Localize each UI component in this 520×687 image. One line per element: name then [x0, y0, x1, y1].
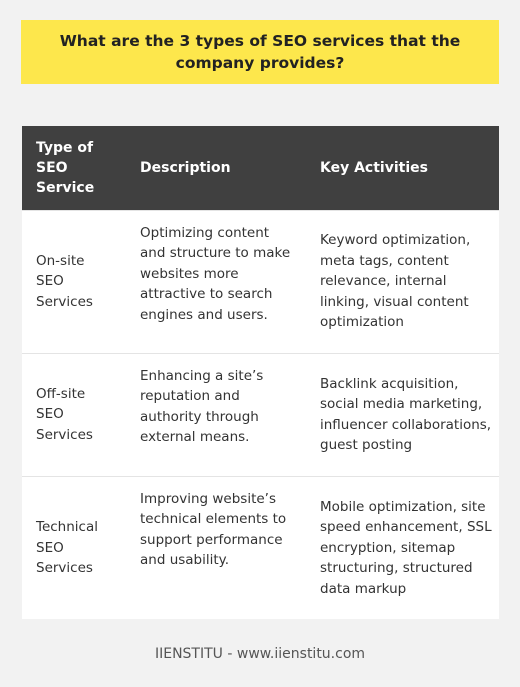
cell-description: Enhancing a site’s reputation and authority through external means. [126, 353, 306, 476]
footer-credit: IIENSTITU - www.iienstitu.com [154, 646, 366, 662]
cell-type: Technical SEO Services [22, 476, 126, 619]
cell-description: Optimizing content and structure to make websites more attractive to search engines and users. [126, 210, 306, 353]
header-type: Type of SEO Service [22, 126, 126, 210]
title-banner [21, 20, 499, 84]
table-header-row [22, 126, 499, 210]
table-row [22, 353, 499, 476]
header-key-activities: Key Activities [306, 126, 499, 210]
page-title: What are the 3 types of SEO services that the company provides? [59, 32, 461, 72]
cell-key-activities: Backlink acquisition, social media marketing, influencer collaborations, guest posting [306, 353, 499, 476]
header-description: Description [126, 126, 306, 210]
table-row [22, 210, 499, 353]
cell-type: Off-site SEO Services [22, 353, 126, 476]
table-row [22, 476, 499, 619]
cell-key-activities: Keyword optimization, meta tags, content relevance, internal linking, visual content optimization [306, 210, 499, 353]
cell-type: On-site SEO Services [22, 210, 126, 353]
cell-key-activities: Mobile optimization, site speed enhancement, SSL encryption, sitemap structuring, structured data markup [306, 476, 499, 619]
seo-services-table [22, 126, 499, 619]
cell-description: Improving website’s technical elements to support performance and usability. [126, 476, 306, 619]
